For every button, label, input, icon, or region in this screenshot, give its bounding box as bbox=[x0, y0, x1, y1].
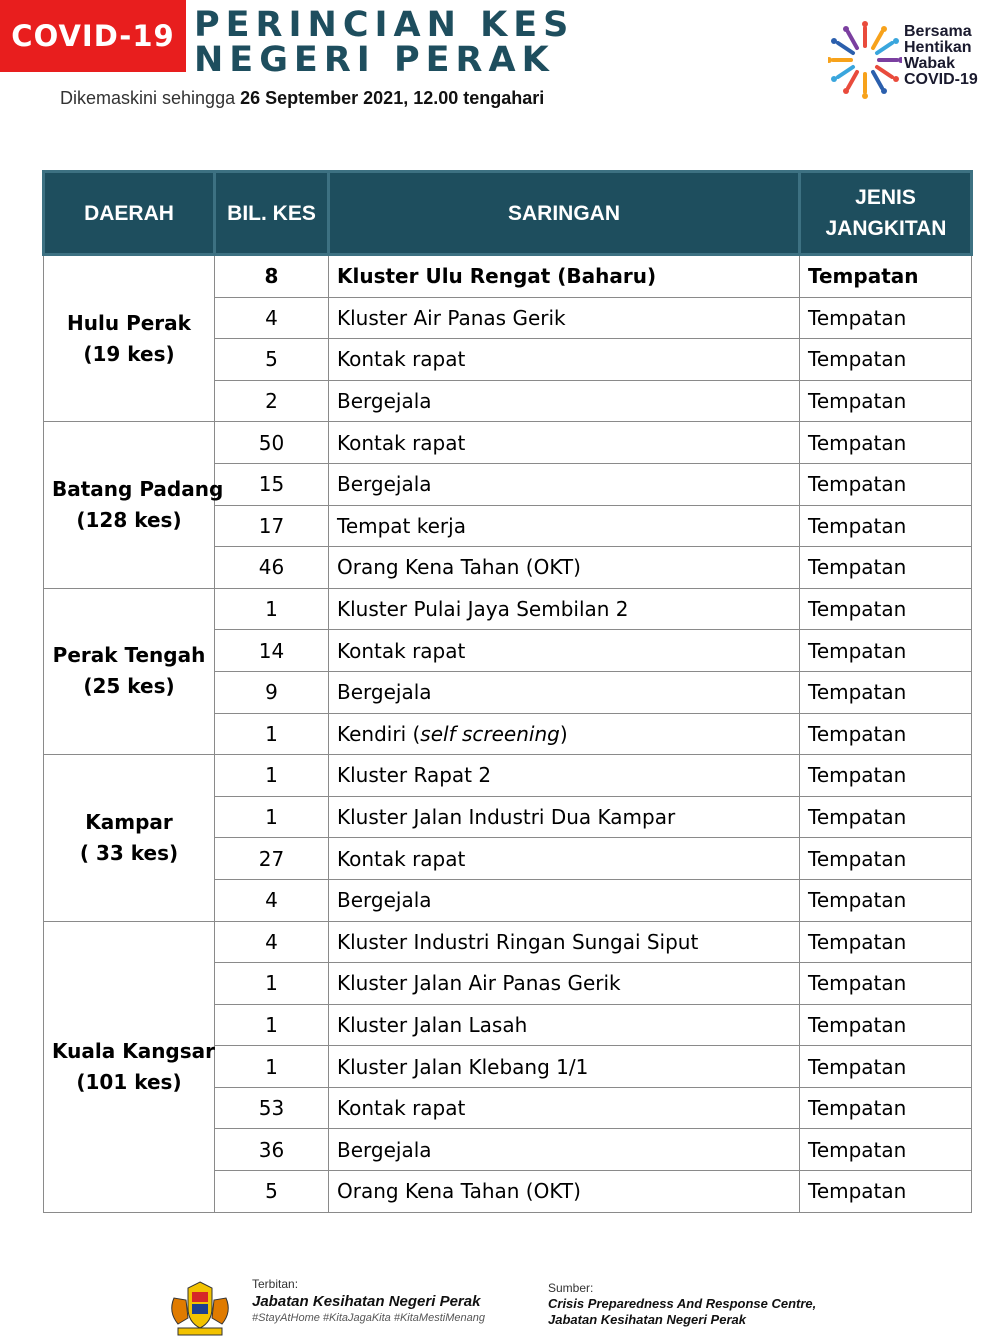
crest-icon bbox=[160, 1278, 240, 1338]
case-count-cell: 17 bbox=[215, 505, 329, 547]
source-block bbox=[548, 1280, 816, 1328]
campaign-logo-text bbox=[904, 24, 978, 88]
updated-value: 26 September 2021, 12.00 tengahari bbox=[240, 88, 545, 108]
district-cell bbox=[44, 921, 215, 1212]
infection-type-cell: Tempatan bbox=[800, 422, 972, 464]
screening-cell bbox=[329, 879, 800, 921]
table-row bbox=[44, 588, 972, 630]
district-name: Kuala Kangsar bbox=[52, 1038, 216, 1063]
infection-type-cell: Tempatan bbox=[800, 921, 972, 963]
case-count-cell: 4 bbox=[215, 297, 329, 339]
district-name: Batang Padang bbox=[52, 477, 224, 502]
district-cell bbox=[44, 588, 215, 754]
screening-text: Orang Kena Tahan (OKT) bbox=[337, 1179, 581, 1204]
district-total: (25 kes) bbox=[83, 674, 175, 699]
source-line1: Crisis Preparedness And Response Centre, bbox=[548, 1296, 817, 1311]
case-count-cell: 46 bbox=[215, 547, 329, 589]
district-total: ( 33 kes) bbox=[79, 840, 179, 865]
screening-cell bbox=[329, 422, 800, 464]
cases-table bbox=[42, 170, 973, 1213]
infection-type-cell: Tempatan bbox=[800, 713, 972, 755]
logo-line: Hentikan bbox=[904, 39, 972, 56]
page-title bbox=[194, 5, 575, 80]
case-count-cell: 5 bbox=[215, 1171, 329, 1213]
case-count-cell: 1 bbox=[215, 1046, 329, 1088]
case-count-cell: 1 bbox=[215, 796, 329, 838]
screening-cell bbox=[329, 339, 800, 381]
page-title-line1: PERINCIAN KES bbox=[194, 5, 575, 45]
screening-cell bbox=[329, 1087, 800, 1129]
case-count-cell: 1 bbox=[215, 755, 329, 797]
hashtags: #StayAtHome #KitaJagaKita #KitaMestiMenang bbox=[252, 1312, 485, 1324]
column-header-bil-kes: BIL. KES bbox=[215, 172, 329, 255]
infection-type-cell: Tempatan bbox=[800, 547, 972, 589]
district-name: Perak Tengah bbox=[52, 643, 206, 668]
screening-text: Kontak rapat bbox=[337, 846, 466, 871]
screening-cell bbox=[329, 505, 800, 547]
screening-italic-text: self screening bbox=[420, 721, 560, 746]
screening-cell bbox=[329, 755, 800, 797]
table-body bbox=[44, 255, 972, 1213]
infection-type-cell: Tempatan bbox=[800, 879, 972, 921]
campaign-logo bbox=[828, 18, 998, 102]
screening-text: Kluster Jalan Lasah bbox=[337, 1012, 528, 1037]
screening-text: Kluster Jalan Industri Dua Kampar bbox=[337, 805, 676, 830]
screening-text: Bergejala bbox=[337, 389, 432, 414]
source-label: Sumber: bbox=[548, 1281, 594, 1295]
screening-text: Kontak rapat bbox=[337, 1096, 466, 1121]
sunburst-icon bbox=[828, 18, 902, 102]
screening-text: Kluster Air Panas Gerik bbox=[337, 305, 566, 330]
infection-type-cell: Tempatan bbox=[800, 1087, 972, 1129]
screening-cell bbox=[329, 297, 800, 339]
logo-line: Bersama bbox=[904, 23, 972, 40]
case-count-cell: 36 bbox=[215, 1129, 329, 1171]
district-total: (19 kes) bbox=[83, 341, 175, 366]
infection-type-cell: Tempatan bbox=[800, 838, 972, 880]
screening-text: Bergejala bbox=[337, 1137, 432, 1162]
infection-type-cell: Tempatan bbox=[800, 671, 972, 713]
infection-type-cell: Tempatan bbox=[800, 297, 972, 339]
screening-cell bbox=[329, 255, 800, 298]
screening-cell bbox=[329, 588, 800, 630]
crest-logo bbox=[160, 1278, 240, 1338]
screening-cell bbox=[329, 1046, 800, 1088]
table-row bbox=[44, 921, 972, 963]
column-header-jenis-jangkitan bbox=[800, 172, 972, 255]
screening-text: Kontak rapat bbox=[337, 638, 466, 663]
screening-text: Bergejala bbox=[337, 888, 432, 913]
screening-cell bbox=[329, 921, 800, 963]
infection-type-cell: Tempatan bbox=[800, 339, 972, 381]
screening-text: Orang Kena Tahan (OKT) bbox=[337, 555, 581, 580]
infection-type-cell: Tempatan bbox=[800, 1046, 972, 1088]
screening-text: Bergejala bbox=[337, 472, 432, 497]
screening-text: Kontak rapat bbox=[337, 430, 466, 455]
publisher-block bbox=[252, 1276, 485, 1327]
case-count-cell: 8 bbox=[215, 255, 329, 298]
screening-cell bbox=[329, 713, 800, 755]
screening-text: Kontak rapat bbox=[337, 347, 466, 372]
covid-badge: COVID-19 bbox=[0, 0, 186, 72]
table-row bbox=[44, 755, 972, 797]
case-count-cell: 4 bbox=[215, 921, 329, 963]
logo-line: Wabak bbox=[904, 55, 955, 72]
screening-text: Kendiri ( bbox=[337, 721, 421, 746]
column-header-daerah: DAERAH bbox=[44, 172, 215, 255]
infection-type-cell: Tempatan bbox=[800, 505, 972, 547]
screening-text: Bergejala bbox=[337, 680, 432, 705]
page-title-line2: NEGERI PERAK bbox=[194, 40, 555, 80]
jenis-header-label: JENIS JANGKITAN bbox=[825, 186, 947, 240]
logo-line: COVID-19 bbox=[904, 71, 978, 88]
screening-cell bbox=[329, 1171, 800, 1213]
infection-type-cell: Tempatan bbox=[800, 630, 972, 672]
district-name: Kampar bbox=[85, 809, 173, 834]
case-count-cell: 2 bbox=[215, 380, 329, 422]
infection-type-cell: Tempatan bbox=[800, 963, 972, 1005]
infection-type-cell: Tempatan bbox=[800, 463, 972, 505]
screening-cell bbox=[329, 1129, 800, 1171]
district-cell bbox=[44, 755, 215, 921]
infection-type-cell: Tempatan bbox=[800, 1129, 972, 1171]
column-header-saringan: SARINGAN bbox=[329, 172, 800, 255]
screening-cell bbox=[329, 796, 800, 838]
district-cell bbox=[44, 422, 224, 588]
case-count-cell: 50 bbox=[215, 422, 329, 464]
screening-text: Kluster Rapat 2 bbox=[337, 763, 492, 788]
case-count-cell: 1 bbox=[215, 713, 329, 755]
updated-timestamp bbox=[60, 88, 544, 109]
table-row bbox=[44, 255, 972, 298]
district-cell bbox=[44, 255, 215, 422]
table-row bbox=[44, 422, 972, 464]
district-name: Hulu Perak bbox=[67, 310, 191, 335]
infection-type-cell: Tempatan bbox=[800, 255, 972, 298]
case-count-cell: 1 bbox=[215, 588, 329, 630]
case-count-cell: 53 bbox=[215, 1087, 329, 1129]
screening-cell bbox=[329, 963, 800, 1005]
published-label: Terbitan: bbox=[252, 1277, 299, 1291]
infection-type-cell: Tempatan bbox=[800, 755, 972, 797]
screening-cell bbox=[329, 380, 800, 422]
infection-type-cell: Tempatan bbox=[800, 380, 972, 422]
infection-type-cell: Tempatan bbox=[800, 588, 972, 630]
screening-cell bbox=[329, 630, 800, 672]
screening-cell bbox=[329, 1004, 800, 1046]
case-count-cell: 27 bbox=[215, 838, 329, 880]
screening-text: Kluster Jalan Air Panas Gerik bbox=[337, 971, 621, 996]
screening-text: Tempat kerja bbox=[337, 513, 466, 538]
screening-text: Kluster Industri Ringan Sungai Siput bbox=[337, 929, 699, 954]
case-count-cell: 4 bbox=[215, 879, 329, 921]
screening-cell bbox=[329, 463, 800, 505]
infection-type-cell: Tempatan bbox=[800, 1004, 972, 1046]
case-count-cell: 14 bbox=[215, 630, 329, 672]
case-count-cell: 1 bbox=[215, 963, 329, 1005]
case-count-cell: 1 bbox=[215, 1004, 329, 1046]
screening-cell bbox=[329, 547, 800, 589]
screening-text: Kluster Pulai Jaya Sembilan 2 bbox=[337, 597, 629, 622]
updated-prefix: Dikemaskini sehingga bbox=[60, 88, 236, 108]
table-header-row bbox=[44, 172, 972, 255]
case-count-cell: 15 bbox=[215, 463, 329, 505]
infection-type-cell: Tempatan bbox=[800, 796, 972, 838]
screening-text: Kluster Jalan Klebang 1/1 bbox=[337, 1054, 589, 1079]
district-total: (101 kes) bbox=[76, 1069, 182, 1094]
infection-type-cell: Tempatan bbox=[800, 1171, 972, 1213]
screening-text: Kluster Ulu Rengat (Baharu) bbox=[337, 264, 657, 289]
screening-cell bbox=[329, 838, 800, 880]
screening-suffix-text: ) bbox=[559, 721, 568, 746]
publisher-name: Jabatan Kesihatan Negeri Perak bbox=[252, 1293, 481, 1310]
district-total: (128 kes) bbox=[76, 508, 182, 533]
case-count-cell: 9 bbox=[215, 671, 329, 713]
source-line2: Jabatan Kesihatan Negeri Perak bbox=[548, 1312, 746, 1327]
screening-cell bbox=[329, 671, 800, 713]
case-count-cell: 5 bbox=[215, 339, 329, 381]
